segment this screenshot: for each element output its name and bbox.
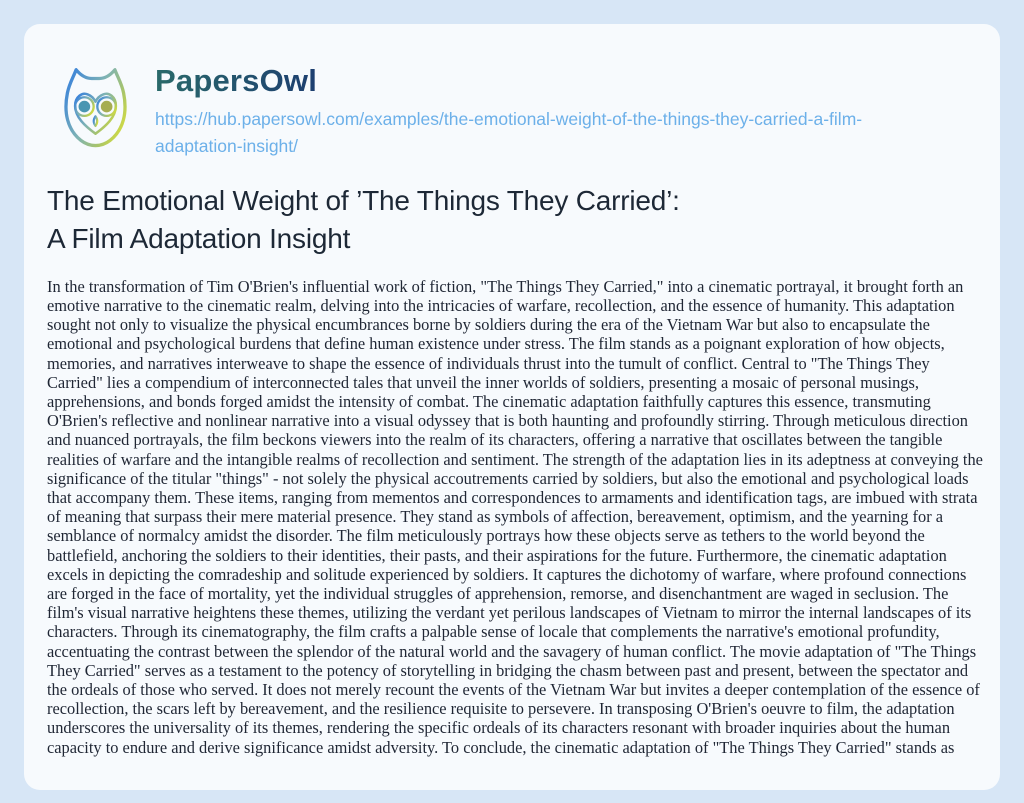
article-title <box>47 182 981 258</box>
content-card <box>24 24 1000 790</box>
header-text <box>155 61 945 160</box>
article-body: In the transformation of Tim O'Brien's influential work of fiction, "The Things They Carried," into a cinematic portrayal, it brought forth an emotive narrative to the cinematic realm, delving into the intricacies of warfare, recollection, and the essence of humanity. This adaptation sought not only to visualize the physical encumbrances borne by soldiers during the era of the Vietnam War but also to encapsulate the emotional and psychological burdens that define human existence under stress. The film stands as a poignant exploration of how objects, memories, and narratives interweave to shape the essence of individuals thrust into the tumult of conflict. Central to "The Things They Carried" lies a compendium of interconnected tales that unveil the inner worlds of soldiers, presenting a mosaic of personal musings, apprehensions, and bonds forged amidst the intensity of combat. The cinematic adaptation faithfully captures this essence, transmuting O'Brien's reflective and nonlinear narrative into a visual odyssey that is both haunting and profoundly stirring. Through meticulous direction and nuanced portrayals, the film beckons viewers into the realm of its characters, offering a narrative that oscillates between the tangible realities of warfare and the intangible realms of recollection and sentiment. The strength of the adaptation lies in its adeptness at conveying the significance of the titular "things" - not solely the physical accoutrements carried by soldiers, but also the emotional and psychological loads that accompany them. These items, ranging from mementos and correspondences to armaments and identification tags, are imbued with strata of meaning that surpass their mere material presence. They stand as symbols of affection, bereavement, optimism, and the yearning for a semblance of normalcy amidst the disorder. The film meticulously portrays how these objects serve as tethers to the world beyond the battlefield, anchoring the soldiers to their identities, their pasts, and their aspirations for the future. Furthermore, the cinematic adaptation excels in depicting the comradeship and solitude experienced by soldiers. It captures the dichotomy of warfare, where profound connections are forged in the face of mortality, yet the individual struggles of apprehension, remorse, and disenchantment are waged in seclusion. The film's visual narrative heightens these themes, utilizing the verdant yet perilous landscapes of Vietnam to mirror the internal landscapes of its characters. Through its cinematography, the film crafts a palpable sense of locale that complements the narrative's emotional profundity, accentuating the contrast between the splendor of the natural world and the savagery of human conflict. The movie adaptation of "The Things They Carried" serves as a testament to the potency of storytelling in bridging the chasm between past and present, between the spectator and the ordeals of those who served. It does not merely recount the events of the Vietnam War but invites a deeper contemplation of the essence of recollection, the scars left by bereavement, and the resilience requisite to persevere. In transposing O'Brien's oeuvre to film, the adaptation underscores the universality of its themes, rendering the specific ordeals of its characters resonant with broader inquiries about the human capacity to endure and derive significance amidst adversity. To conclude, the cinematic adaptation of "The Things They Carried" stands as <box>47 276 983 757</box>
brand-name[interactable]: PapersOwl <box>155 63 318 98</box>
header <box>47 61 981 160</box>
article-title-line-1: The Emotional Weight of ’The Things They Carried’: <box>47 185 680 216</box>
page-url-link[interactable]: https://hub.papersowl.com/examples/the-emotional-weight-of-the-things-they-carried-a-film-adaptation-insight/ <box>155 109 863 156</box>
owl-logo-icon[interactable] <box>47 62 144 155</box>
article-title-line-2: A Film Adaptation Insight <box>47 223 351 254</box>
